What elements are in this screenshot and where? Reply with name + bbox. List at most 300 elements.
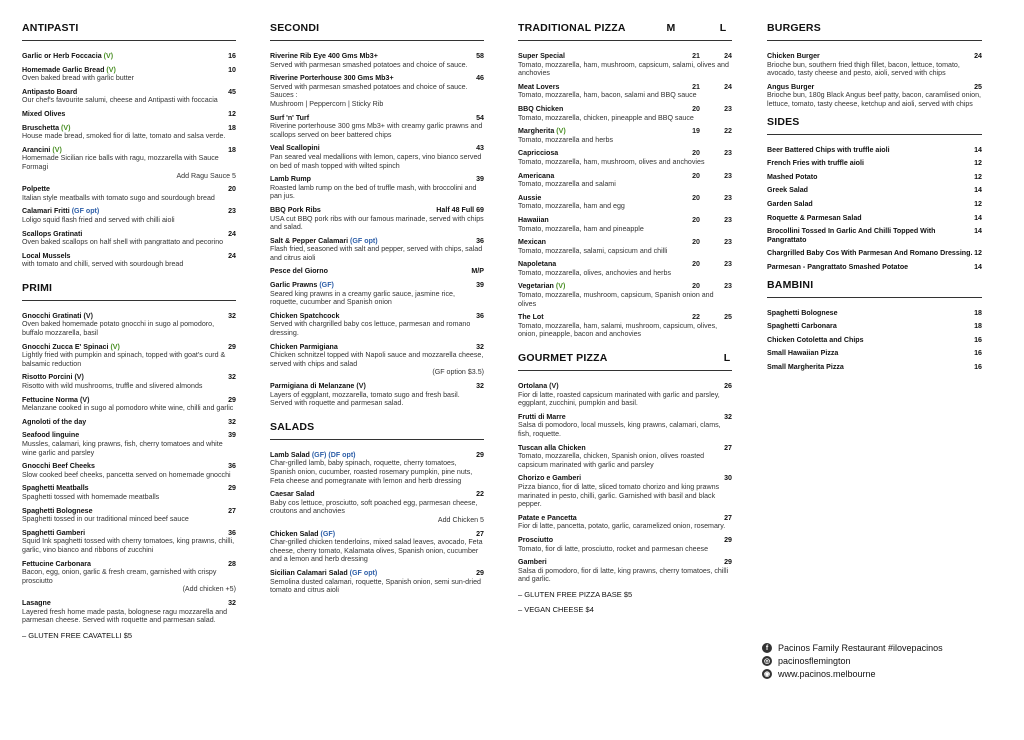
- menu-item-row: [767, 214, 982, 223]
- item-description: Tomato, mozzarella, salami, capsicum and chilli: [518, 246, 668, 255]
- menu-item-row: [22, 185, 236, 194]
- item-name: Riverine Rib Eye 400 Gms Mb3+: [270, 52, 378, 60]
- menu-item: [22, 252, 236, 269]
- item-price: 18: [228, 145, 236, 154]
- menu-item: [22, 507, 236, 524]
- menu-item: [767, 173, 982, 182]
- item-dietary-tag: (V): [79, 395, 90, 404]
- price-medium: 20: [692, 149, 700, 158]
- gourmet-note: – GLUTEN FREE PIZZA BASE $5: [518, 589, 633, 599]
- item-name: Prosciutto: [518, 535, 554, 544]
- menu-item: [518, 83, 732, 100]
- item-price: 36: [228, 528, 236, 537]
- traditional-pizza-heading: TRADITIONAL PIZZA M L: [518, 22, 732, 41]
- menu-item: [22, 462, 236, 479]
- item-name: Surf 'n' Turf: [270, 113, 310, 122]
- item-description: Seared king prawns in a creamy garlic sauce, jasmine rice, roquette, cucumber and Spanish onion: [270, 289, 455, 307]
- item-name: Gnocchi Beef Cheeks: [22, 462, 95, 471]
- menu-item: [270, 144, 484, 170]
- item-description: Riverine porterhouse 300 gms Mb3+ with creamy garlic prawns and scallops served on beer battered chips: [270, 122, 483, 139]
- item-name: Vegetarian: [518, 282, 554, 291]
- menu-item: [22, 185, 236, 202]
- menu-item-row: [22, 431, 236, 440]
- instagram-link[interactable]: ◎ pacinosflemington: [763, 656, 851, 666]
- item-name: Americana: [518, 171, 555, 180]
- menu-item-row: [518, 52, 732, 61]
- menu-item: [270, 343, 484, 377]
- item-name: Small Margherita Pizza: [767, 362, 844, 371]
- menu-item: [270, 530, 484, 564]
- social-links: [762, 643, 943, 682]
- price-large: 23: [724, 215, 732, 224]
- price-large: 23: [724, 282, 732, 291]
- instagram-icon: ◎: [763, 658, 771, 665]
- menu-item-row: [22, 507, 236, 516]
- size-m-label: M: [666, 22, 676, 34]
- item-name: Arancini: [22, 145, 51, 154]
- menu-item: [767, 227, 982, 244]
- menu-item: [22, 396, 236, 413]
- item-description: Salsa di pomodoro, local mussels, king prawns, calamari, clams, fish, roquette.: [518, 421, 721, 438]
- menu-item-row: [22, 343, 236, 352]
- item-name: Scallops Gratinati: [22, 229, 83, 238]
- menu-item-row: [22, 110, 236, 119]
- menu-item-row: [767, 363, 982, 372]
- menu-item-row: [270, 206, 484, 215]
- item-dietary-tag: (V): [556, 127, 566, 136]
- menu-item: [22, 484, 236, 501]
- item-price: 20: [228, 185, 236, 194]
- item-name: Spaghetti Bolognese: [22, 506, 93, 515]
- menu-item-row: [22, 396, 236, 405]
- item-description: Layers of eggplant, mozzarella, tomato sugo and fresh basil. Served with roquette and parmesan salad.: [270, 390, 460, 408]
- item-price: 39: [476, 175, 484, 184]
- gourmet-note: – VEGAN CHEESE $4: [518, 604, 594, 614]
- bambini-list: [767, 309, 982, 372]
- menu-item-row: [767, 173, 982, 182]
- menu-item-row: [22, 52, 236, 61]
- item-dietary-tag: (V): [549, 382, 559, 391]
- menu-item-row: [518, 536, 732, 545]
- item-addon: Add Chicken 5: [437, 515, 484, 524]
- menu-item-row: [767, 83, 982, 92]
- item-price: 12: [228, 109, 236, 118]
- salads-list: [270, 451, 484, 595]
- item-description: Fior di latte, roasted capsicum marinated with garlic and parsley, eggplant, zucchini, pumpkin and basil.: [518, 390, 720, 408]
- primi-heading: PRIMI: [22, 282, 236, 301]
- item-description: Loligo squid flash fried and served with chilli aioli: [22, 215, 175, 224]
- menu-item: [767, 349, 982, 358]
- item-price: 25: [974, 82, 982, 91]
- menu-item-row: [22, 88, 236, 97]
- item-price: 46: [476, 74, 484, 83]
- price-medium: 20: [692, 104, 700, 113]
- menu-item: [767, 309, 982, 318]
- menu-item: [22, 373, 236, 390]
- item-name: Calamari Fritti: [22, 207, 70, 216]
- item-name: Chargrilled Baby Cos With Parmesan And Romano Dressing.: [767, 249, 973, 258]
- menu-item-row: [22, 124, 236, 133]
- facebook-icon: f: [762, 643, 772, 653]
- menu-item: [767, 263, 982, 272]
- menu-item-row: [22, 599, 236, 608]
- menu-item-row: [518, 474, 732, 483]
- traditional-pizza-list: [518, 52, 732, 339]
- item-name: Mexican: [518, 238, 546, 247]
- price-medium: 21: [692, 52, 700, 60]
- menu-item-row: [767, 322, 982, 331]
- menu-item: [22, 207, 236, 224]
- item-description: Tomato, mozzarella, ham and egg: [518, 202, 625, 211]
- menu-item-row: [22, 529, 236, 538]
- item-description: USA cut BBQ pork ribs with our famous marinade, served with chips and salad.: [270, 214, 484, 232]
- item-name: Hawaiian: [518, 215, 549, 224]
- item-prices: [680, 282, 732, 291]
- item-price: 32: [724, 412, 732, 421]
- item-description: Melanzane cooked in sugo al pomodoro white wine, chilli and garlic: [22, 404, 234, 413]
- item-description: Spaghetti tossed with homemade meatballs: [22, 492, 160, 501]
- item-addon: (GF option $3.5): [432, 368, 484, 377]
- item-description: Mussles, calamari, king prawns, fish, cherry tomatoes and white wine garlic and parsley: [22, 440, 223, 457]
- menu-item: [270, 382, 484, 408]
- item-dietary-tag: (V): [61, 123, 71, 132]
- item-name: Napoletana: [518, 260, 557, 269]
- item-price: 12: [974, 172, 982, 181]
- price-large: 23: [724, 149, 732, 158]
- item-name: Capricciosa: [518, 149, 559, 158]
- facebook-link[interactable]: f Pacinos Family Restaurant #ilovepacinos: [762, 643, 943, 653]
- burgers-list: [767, 52, 982, 109]
- item-prices: [680, 105, 732, 114]
- item-description: Lightly fried with pumpkin and spinach, topped with goat's curd & balsamic reduction: [22, 351, 226, 368]
- menu-item-row: [270, 281, 484, 290]
- menu-item: [270, 490, 484, 524]
- item-price: 32: [476, 382, 484, 390]
- item-description: Tomato, mozzarella, chicken, pineapple and BBQ sauce: [518, 113, 694, 122]
- item-price: 10: [228, 65, 236, 74]
- item-description: Served with parmesan smashed potatoes and choice of sauce. Sauces :: [270, 82, 468, 100]
- price-medium: 21: [692, 82, 700, 91]
- website-link[interactable]: ◉ www.pacinos.melbourne: [763, 669, 876, 679]
- menu-item-row: [518, 514, 732, 523]
- item-price: 14: [974, 227, 982, 236]
- item-addon: (Add chicken +5): [182, 585, 236, 594]
- item-price: 14: [974, 213, 982, 222]
- item-name: Brocollini Tossed In Garlic And Chilli Topped With Pangrattato: [767, 227, 936, 244]
- menu-item-row: [270, 237, 484, 246]
- item-dietary-tag: (V): [83, 311, 93, 320]
- item-description: Tomato, mozzarella, ham, bacon, salami and BBQ sauce: [518, 91, 697, 100]
- item-description: Pan seared veal medallions with lemon, capers, vino bianco served on bed of mash topped with wilted spinch: [270, 152, 482, 170]
- item-dietary-tag: (V): [103, 52, 114, 60]
- menu-item-row: [518, 282, 732, 291]
- item-prices: [680, 216, 732, 225]
- item-name: Lamb Salad: [270, 450, 310, 459]
- item-name: Tuscan alla Chicken: [518, 443, 586, 452]
- item-name: Parmesan - Pangrattato Smashed Potatoe: [767, 262, 909, 271]
- item-description: Fior di latte, pancetta, potato, garlic, caramelized onion, rosemary.: [518, 522, 726, 531]
- item-price: 29: [228, 395, 236, 404]
- item-name: French Fries with truffle aioli: [767, 159, 864, 168]
- item-description: Brioche bun, 180g Black Angus beef patty, bacon, caramlised onion, lettuce, tomato, tasty cheese, ketchup and aioli, served with chips: [767, 91, 981, 108]
- gourmet-pizza-list: [518, 382, 732, 584]
- item-name: Roquette & Parmesan Salad: [767, 213, 862, 222]
- item-name: Polpette: [22, 185, 50, 194]
- item-name: Homemade Garlic Bread: [22, 65, 105, 74]
- column-4: [767, 22, 982, 376]
- item-prices: [680, 260, 732, 269]
- menu-item-row: [22, 418, 236, 427]
- burgers-heading: BURGERS: [767, 22, 982, 41]
- menu-item-row: [270, 312, 484, 321]
- menu-item: [270, 267, 484, 276]
- item-price: 29: [724, 535, 732, 544]
- item-price: 29: [476, 450, 484, 459]
- item-description: Tomato, mozzarella and herbs: [518, 135, 614, 144]
- menu-item: [270, 569, 484, 595]
- item-name: Greek Salad: [767, 186, 809, 195]
- menu-item-row: [270, 144, 484, 153]
- menu-item: [270, 175, 484, 201]
- item-description: Spaghetti tossed in our traditional minced beef sauce: [22, 515, 189, 524]
- menu-item-row: [270, 490, 484, 499]
- item-price: 32: [228, 373, 236, 382]
- item-price: 32: [228, 311, 236, 320]
- item-price: 18: [974, 308, 982, 317]
- menu-item: [767, 200, 982, 209]
- menu-item-row: [22, 373, 236, 382]
- globe-icon: ◉: [763, 671, 771, 678]
- item-description: Squid Ink spaghetti tossed with cherry tomatoes, king prawns, chilli, garlic, vino bianco and ribbons of zucchini: [22, 537, 235, 554]
- price-large: 23: [724, 260, 732, 269]
- menu-item: [270, 237, 484, 263]
- item-prices: [680, 149, 732, 158]
- item-name: Chicken Parmigiana: [270, 342, 338, 351]
- menu-item: [518, 172, 732, 189]
- price-medium: 20: [692, 171, 700, 180]
- menu-item: [22, 146, 236, 180]
- menu-item: [270, 74, 484, 108]
- item-name: Sicilian Calamari Salad: [270, 568, 348, 577]
- item-dietary-tag: (GF opt): [71, 207, 100, 216]
- item-price: 18: [974, 322, 982, 331]
- column-2: [270, 22, 484, 600]
- item-dietary-tag: (V): [555, 282, 566, 291]
- item-description: Pizza bianco, fior di latte, sliced tomato chorizo and king prawns marinated in pesto, chilli, garlic. Garnished with basil and black pepper.: [518, 482, 720, 509]
- price-medium: 20: [692, 193, 700, 202]
- menu-item: [22, 110, 236, 119]
- item-dietary-tag: (V): [110, 342, 120, 351]
- item-name: Lasagne: [22, 598, 51, 607]
- item-price: 24: [228, 251, 236, 260]
- item-description: Oven baked homemade potato gnocchi in sugo al pomodoro, buffalo mozzarella, basil: [22, 320, 215, 338]
- menu-item: [270, 52, 484, 69]
- item-price: 36: [476, 236, 484, 245]
- antipasti-list: [22, 52, 236, 269]
- item-prices: [680, 194, 732, 203]
- menu-item-row: [518, 194, 732, 203]
- menu-item: [767, 322, 982, 331]
- menu-item-row: [22, 207, 236, 216]
- item-description: Served with parmesan smashed potatoes and choice of sauce.: [270, 60, 468, 69]
- item-price: 24: [228, 229, 236, 238]
- item-description: Tomato, mozzarella, ham, salami, mushroom, capsicum, olives, onion, pineapple, bacon and anchovies: [518, 321, 718, 339]
- item-price: 16: [228, 52, 236, 60]
- item-name: Garden Salad: [767, 199, 813, 208]
- item-name: Salt & Pepper Calamari: [270, 236, 349, 245]
- item-price: 14: [974, 145, 982, 154]
- menu-item: [518, 313, 732, 339]
- menu-item: [518, 149, 732, 166]
- item-name: Riverine Porterhouse 300 Gms Mb3+: [270, 74, 394, 83]
- item-dietary-tag: (V): [52, 145, 62, 154]
- item-name: Fettucine Norma: [22, 395, 78, 404]
- item-dietary-tag: (V): [74, 373, 84, 382]
- menu-item: [518, 413, 732, 439]
- item-price: 30: [724, 474, 732, 483]
- item-price: 22: [476, 490, 484, 499]
- bambini-heading: BAMBINI: [767, 279, 982, 298]
- item-name: BBQ Pork Ribs: [270, 205, 321, 214]
- menu-item: [518, 558, 732, 584]
- menu-item: [518, 474, 732, 508]
- item-description: Oven baked scallops on half shell with pangrattato and pecorino: [22, 238, 224, 247]
- menu-item-row: [518, 127, 732, 136]
- item-description: Salsa di pomodoro, fior di latte, king prawns, cherry tomatoes, chilli and garlic.: [518, 566, 729, 584]
- menu-item: [767, 83, 982, 109]
- item-prices: [680, 83, 732, 92]
- item-price: 43: [476, 144, 484, 153]
- price-medium: 20: [692, 215, 700, 224]
- antipasti-heading: ANTIPASTI: [22, 22, 236, 41]
- item-name: Local Mussels: [22, 251, 71, 260]
- item-description: Slow cooked beef cheeks, pancetta served on homemade gnocchi: [22, 470, 231, 479]
- menu-item-row: [270, 343, 484, 352]
- menu-item: [518, 260, 732, 277]
- item-name: Spaghetti Gamberi: [22, 528, 86, 537]
- menu-item-row: [767, 336, 982, 345]
- item-prices: [680, 52, 732, 61]
- item-description: Tomato, mozzarella and salami: [518, 180, 616, 189]
- menu-item-row: [767, 263, 982, 272]
- menu-item: [22, 431, 236, 457]
- item-name: Angus Burger: [767, 82, 815, 91]
- menu-item-row: [270, 530, 484, 539]
- menu-item-row: [22, 66, 236, 75]
- menu-item: [22, 529, 236, 555]
- item-name: Risotto Porcini: [22, 373, 73, 382]
- price-medium: 20: [692, 282, 700, 291]
- menu-item-row: [518, 83, 732, 92]
- item-price: 24: [974, 52, 982, 60]
- item-name: Agnoloti of the day: [22, 417, 87, 426]
- item-price: 23: [228, 207, 236, 216]
- item-price: 27: [724, 443, 732, 452]
- item-description: Chicken schnitzel topped with Napoli sauce and mozzarella cheese, served with chips and salad: [270, 351, 484, 368]
- menu-item-row: [22, 230, 236, 239]
- item-description: Char-grilled chicken tenderloins, mixed salad leaves, avocado, Feta cheese, cherry tomato, Kalamata olives, Spanish onion, cucumber and a lemon and herb dressing: [270, 538, 483, 564]
- item-price: 29: [724, 558, 732, 567]
- size-l-label: L: [723, 352, 731, 365]
- item-description: Bacon, egg, onion, garlic & fresh cream, garnished with crispy prosciutto: [22, 568, 217, 585]
- price-large: 25: [724, 313, 732, 322]
- item-name: Seafood linguine: [22, 431, 80, 440]
- item-name: Gamberi: [518, 558, 547, 567]
- item-price: 16: [974, 349, 982, 358]
- menu-item: [22, 560, 236, 594]
- item-price: 36: [228, 462, 236, 471]
- price-large: 23: [724, 171, 732, 180]
- menu-item-row: [22, 146, 236, 155]
- item-description: Char-grilled lamb, baby spinach, roquette, cherry tomatoes, Spanish onion, cucumber, roasted rosemary pumpkin, pine nuts, Feta cheese and pomegranate with lemon and herb dressing: [270, 459, 473, 485]
- menu-item: [518, 282, 732, 308]
- menu-item: [518, 238, 732, 255]
- item-description-extra: Mushroom | Peppercorn | Sticky Rib: [270, 99, 384, 108]
- menu-item-row: [767, 227, 982, 244]
- menu-item-row: [767, 249, 982, 258]
- menu-item-row: [22, 560, 236, 569]
- menu-item-row: [767, 186, 982, 195]
- menu-item: [270, 206, 484, 232]
- item-name: Fettucine Carbonara: [22, 559, 91, 568]
- menu-item: [22, 230, 236, 247]
- item-name: Chicken Cotoletta and Chips: [767, 335, 864, 344]
- item-description: Flash fried, seasoned with salt and pepper, served with chips, salad and citrus aioli: [270, 245, 483, 262]
- item-dietary-tag: (GF opt): [349, 568, 378, 577]
- menu-item-row: [518, 444, 732, 453]
- menu-item: [22, 418, 236, 427]
- price-large: 23: [724, 104, 732, 113]
- gourmet-pizza-heading: GOURMET PIZZA L: [518, 352, 732, 371]
- item-description: Tomato, mozzarella, chicken, Spanish onion, olives roasted capsicum marinated with garlic and parsley: [518, 452, 705, 469]
- sides-heading: SIDES: [767, 116, 982, 135]
- menu-item: [518, 444, 732, 470]
- item-name: Frutti di Marre: [518, 412, 566, 421]
- item-price: Half 48 Full 69: [436, 205, 484, 214]
- item-description: Tomato, fior di latte, prosciutto, rocket and parmesan cheese: [518, 544, 709, 553]
- menu-item-row: [518, 149, 732, 158]
- menu-item-row: [270, 382, 484, 391]
- item-price: 14: [974, 186, 982, 195]
- menu-item: [518, 382, 732, 408]
- item-addon: Add Ragu Sauce 5: [176, 171, 236, 180]
- column-1: [22, 22, 236, 640]
- item-dietary-tag: (V): [356, 382, 366, 390]
- menu-item: [518, 105, 732, 122]
- menu-item: [518, 514, 732, 531]
- price-medium: 19: [692, 127, 700, 136]
- item-name: The Lot: [518, 313, 544, 322]
- item-price: 32: [228, 417, 236, 426]
- item-price: 26: [724, 382, 732, 391]
- menu-item: [518, 536, 732, 553]
- menu-item-row: [767, 52, 982, 61]
- item-dietary-tag: (V): [106, 65, 116, 74]
- menu-item: [767, 52, 982, 78]
- menu-item-row: [270, 175, 484, 184]
- item-description: Roasted lamb rump on the bed of truffle mash, with broccolini and pan jus.: [270, 183, 477, 201]
- item-price: 12: [974, 159, 982, 168]
- item-price: 29: [228, 484, 236, 493]
- item-description: Tomato, mozzarella, ham, mushroom, olives and anchovies: [518, 157, 705, 166]
- item-description: Oven baked bread with garlic butter: [22, 74, 134, 83]
- menu-item: [270, 312, 484, 338]
- item-name: Garlic Prawns: [270, 281, 318, 290]
- item-name: Gnocchi Gratinati: [22, 311, 82, 320]
- menu-item: [22, 88, 236, 105]
- item-name: Chicken Salad: [270, 529, 319, 538]
- sides-list: [767, 146, 982, 272]
